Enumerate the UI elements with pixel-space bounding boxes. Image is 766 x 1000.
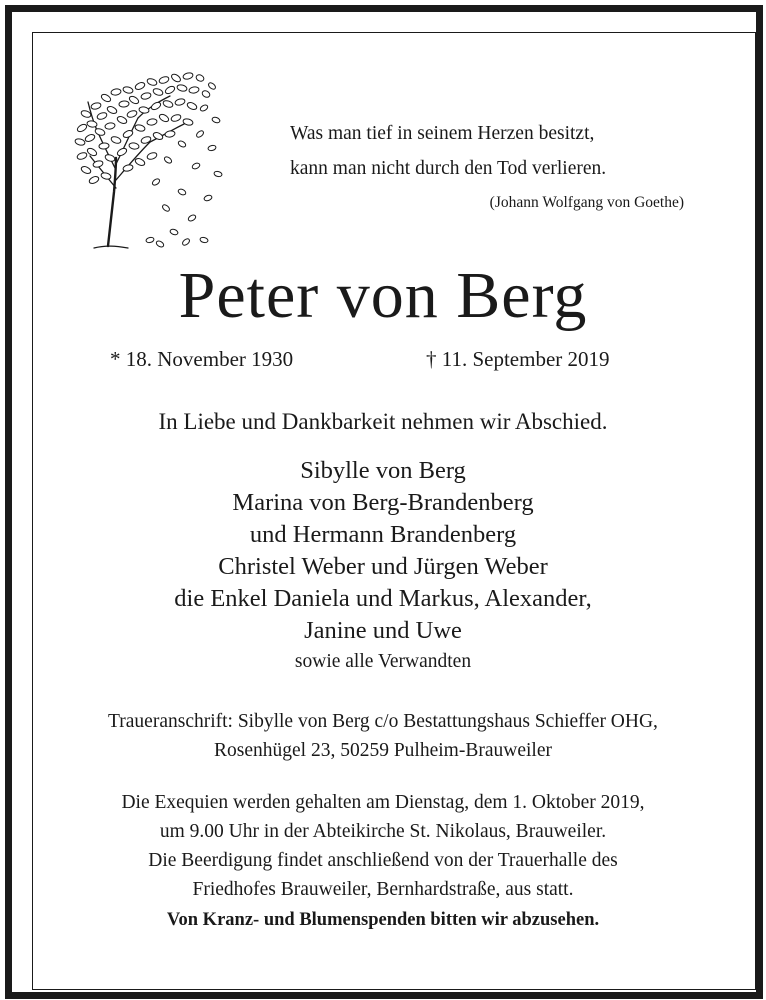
death-date: † 11. September 2019	[426, 347, 610, 371]
address-line-2: Rosenhügel 23, 50259 Pulheim-Brauweiler	[214, 740, 552, 761]
service-line-1: Die Exequien werden gehalten am Dienstag, dem 1. Oktober 2019,	[121, 792, 645, 813]
tree-with-falling-leaves-icon	[72, 68, 224, 252]
quote	[290, 116, 690, 214]
mourners-list	[0, 455, 766, 677]
address-line-1: Traueranschrift: Sibylle von Berg c/o Bestattungshaus Schieffer OHG,	[108, 711, 658, 732]
mourner-line: Sibylle von Berg	[300, 457, 466, 484]
relatives-line: sowie alle Verwandten	[294, 651, 472, 672]
mourner-line: Christel Weber und Jürgen Weber	[218, 553, 548, 580]
service-line-2: um 9.00 Uhr in der Abteikirche St. Nikolaus, Brauweiler.	[159, 821, 607, 842]
flowers-note: Von Kranz- und Blumenspenden bitten wir abzusehen.	[166, 910, 600, 930]
quote-line-1: Was man tief in seinem Herzen besitzt,	[290, 123, 595, 144]
mourning-address	[0, 707, 766, 765]
service-info	[0, 788, 766, 935]
birth-date: * 18. November 1930	[110, 347, 294, 371]
mourner-line: Marina von Berg-Brandenberg	[232, 489, 534, 516]
deceased-name: Peter von Berg	[178, 259, 588, 332]
service-line-3: Die Beerdigung findet anschließend von der Trauerhalle des	[148, 850, 618, 871]
quote-line-2: kann man nicht durch den Tod verlieren.	[290, 158, 607, 179]
mourner-line: die Enkel Daniela und Markus, Alexander,	[174, 585, 592, 612]
farewell-text: In Liebe und Dankbarkeit nehmen wir Abschied.	[158, 409, 608, 434]
mourner-line: Janine und Uwe	[304, 617, 462, 644]
service-line-4: Friedhofes Brauweiler, Bernhardstraße, aus statt.	[192, 879, 574, 900]
quote-author: (Johann Wolfgang von Goethe)	[489, 194, 684, 211]
mourner-line: und Hermann Brandenberg	[249, 521, 517, 548]
